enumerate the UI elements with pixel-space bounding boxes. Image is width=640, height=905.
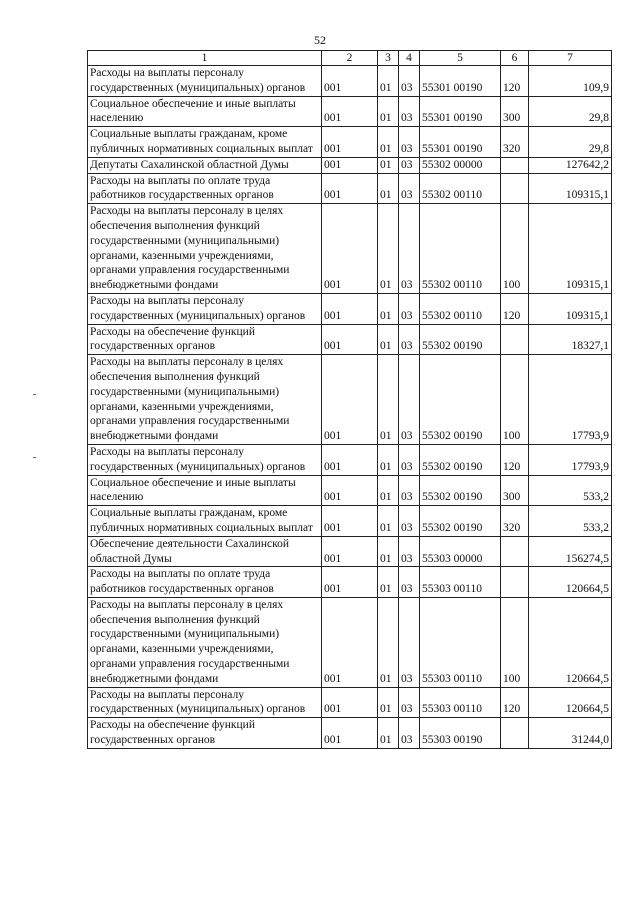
ministry-code-cell: 001 xyxy=(322,536,378,567)
table-row xyxy=(88,536,612,567)
expense-type-cell: 320 xyxy=(501,506,529,537)
subsection-code-cell: 03 xyxy=(399,475,420,506)
expense-name-cell: Расходы на выплаты по оплате труда работников государственных органов xyxy=(88,567,322,598)
subsection-code-cell: 03 xyxy=(399,173,420,204)
section-code-cell: 01 xyxy=(378,475,399,506)
subsection-code-cell: 03 xyxy=(399,687,420,718)
expense-name-cell: Обеспечение деятельности Сахалинской областной Думы xyxy=(88,536,322,567)
expense-type-cell: 120 xyxy=(501,293,529,324)
ministry-code-cell: 001 xyxy=(322,157,378,173)
amount-cell: 156274,5 xyxy=(529,536,612,567)
target-article-cell: 55301 00190 xyxy=(420,96,501,127)
expense-name-cell: Социальные выплаты гражданам, кроме публичных нормативных социальных выплат xyxy=(88,506,322,537)
subsection-code-cell: 03 xyxy=(399,718,420,749)
ministry-code-cell: 001 xyxy=(322,96,378,127)
amount-cell: 29,8 xyxy=(529,127,612,158)
expense-name-cell: Социальное обеспечение и иные выплаты населению xyxy=(88,475,322,506)
amount-cell: 109315,1 xyxy=(529,173,612,204)
expense-name-cell: Расходы на выплаты по оплате труда работников государственных органов xyxy=(88,173,322,204)
section-code-cell: 01 xyxy=(378,204,399,294)
expense-type-cell: 100 xyxy=(501,597,529,687)
ministry-code-cell: 001 xyxy=(322,718,378,749)
amount-cell: 17793,9 xyxy=(529,444,612,475)
target-article-cell: 55303 00110 xyxy=(420,687,501,718)
column-header: 2 xyxy=(322,51,378,66)
table-row xyxy=(88,597,612,687)
table-row xyxy=(88,567,612,598)
target-article-cell: 55303 00110 xyxy=(420,597,501,687)
column-header: 7 xyxy=(529,51,612,66)
subsection-code-cell: 03 xyxy=(399,157,420,173)
ministry-code-cell: 001 xyxy=(322,444,378,475)
target-article-cell: 55303 00190 xyxy=(420,718,501,749)
expense-type-cell xyxy=(501,157,529,173)
amount-cell: 109,9 xyxy=(529,66,612,97)
amount-cell: 120664,5 xyxy=(529,567,612,598)
section-code-cell: 01 xyxy=(378,173,399,204)
ministry-code-cell: 001 xyxy=(322,204,378,294)
subsection-code-cell: 03 xyxy=(399,66,420,97)
margin-mark xyxy=(33,394,36,395)
target-article-cell: 55302 00110 xyxy=(420,173,501,204)
ministry-code-cell: 001 xyxy=(322,66,378,97)
target-article-cell: 55302 00190 xyxy=(420,444,501,475)
ministry-code-cell: 001 xyxy=(322,127,378,158)
expense-name-cell: Расходы на выплаты персоналу государственных (муниципальных) органов xyxy=(88,687,322,718)
amount-cell: 120664,5 xyxy=(529,597,612,687)
table-row xyxy=(88,506,612,537)
target-article-cell: 55302 00000 xyxy=(420,157,501,173)
column-header: 1 xyxy=(88,51,322,66)
column-header: 5 xyxy=(420,51,501,66)
section-code-cell: 01 xyxy=(378,536,399,567)
table-row xyxy=(88,66,612,97)
section-code-cell: 01 xyxy=(378,355,399,445)
expense-type-cell: 300 xyxy=(501,475,529,506)
section-code-cell: 01 xyxy=(378,506,399,537)
ministry-code-cell: 001 xyxy=(322,687,378,718)
subsection-code-cell: 03 xyxy=(399,567,420,598)
subsection-code-cell: 03 xyxy=(399,444,420,475)
table-row xyxy=(88,127,612,158)
amount-cell: 533,2 xyxy=(529,506,612,537)
column-header: 6 xyxy=(501,51,529,66)
subsection-code-cell: 03 xyxy=(399,597,420,687)
expense-name-cell: Депутаты Сахалинской областной Думы xyxy=(88,157,322,173)
target-article-cell: 55303 00000 xyxy=(420,536,501,567)
expense-type-cell xyxy=(501,173,529,204)
expense-name-cell: Расходы на выплаты персоналу государственных (муниципальных) органов xyxy=(88,293,322,324)
ministry-code-cell: 001 xyxy=(322,506,378,537)
amount-cell: 109315,1 xyxy=(529,204,612,294)
subsection-code-cell: 03 xyxy=(399,506,420,537)
header-row xyxy=(88,51,612,66)
expense-type-cell: 120 xyxy=(501,444,529,475)
table-row xyxy=(88,324,612,355)
table-row xyxy=(88,355,612,445)
expense-type-cell: 100 xyxy=(501,204,529,294)
table-row xyxy=(88,293,612,324)
expense-name-cell: Социальное обеспечение и иные выплаты населению xyxy=(88,96,322,127)
subsection-code-cell: 03 xyxy=(399,204,420,294)
target-article-cell: 55302 00110 xyxy=(420,293,501,324)
ministry-code-cell: 001 xyxy=(322,475,378,506)
expense-type-cell xyxy=(501,567,529,598)
section-code-cell: 01 xyxy=(378,567,399,598)
section-code-cell: 01 xyxy=(378,127,399,158)
section-code-cell: 01 xyxy=(378,324,399,355)
subsection-code-cell: 03 xyxy=(399,293,420,324)
subsection-code-cell: 03 xyxy=(399,355,420,445)
section-code-cell: 01 xyxy=(378,66,399,97)
target-article-cell: 55302 00190 xyxy=(420,475,501,506)
expense-type-cell: 300 xyxy=(501,96,529,127)
expense-name-cell: Расходы на выплаты персоналу государственных (муниципальных) органов xyxy=(88,444,322,475)
section-code-cell: 01 xyxy=(378,444,399,475)
target-article-cell: 55301 00190 xyxy=(420,127,501,158)
ministry-code-cell: 001 xyxy=(322,324,378,355)
subsection-code-cell: 03 xyxy=(399,324,420,355)
expense-name-cell: Расходы на выплаты персоналу в целях обеспечения выполнения функций государственными (муниципальными) органами, казенными учреждениями, органами управления государственными внебюджетными фондами xyxy=(88,597,322,687)
table-row xyxy=(88,173,612,204)
margin-mark xyxy=(33,457,36,458)
amount-cell: 29,8 xyxy=(529,96,612,127)
expense-type-cell xyxy=(501,536,529,567)
budget-table xyxy=(87,50,612,749)
expense-name-cell: Расходы на обеспечение функций государственных органов xyxy=(88,718,322,749)
section-code-cell: 01 xyxy=(378,597,399,687)
expense-type-cell: 100 xyxy=(501,355,529,445)
budget-table-body xyxy=(88,51,612,749)
section-code-cell: 01 xyxy=(378,96,399,127)
amount-cell: 31244,0 xyxy=(529,718,612,749)
amount-cell: 17793,9 xyxy=(529,355,612,445)
expense-type-cell: 120 xyxy=(501,66,529,97)
section-code-cell: 01 xyxy=(378,293,399,324)
expense-type-cell xyxy=(501,718,529,749)
table-row xyxy=(88,687,612,718)
target-article-cell: 55301 00190 xyxy=(420,66,501,97)
subsection-code-cell: 03 xyxy=(399,127,420,158)
column-header: 3 xyxy=(378,51,399,66)
section-code-cell: 01 xyxy=(378,157,399,173)
amount-cell: 120664,5 xyxy=(529,687,612,718)
amount-cell: 127642,2 xyxy=(529,157,612,173)
section-code-cell: 01 xyxy=(378,687,399,718)
target-article-cell: 55302 00190 xyxy=(420,355,501,445)
subsection-code-cell: 03 xyxy=(399,96,420,127)
column-header: 4 xyxy=(399,51,420,66)
ministry-code-cell: 001 xyxy=(322,597,378,687)
amount-cell: 533,2 xyxy=(529,475,612,506)
table-row xyxy=(88,718,612,749)
table-row xyxy=(88,204,612,294)
target-article-cell: 55302 00190 xyxy=(420,506,501,537)
table-row xyxy=(88,444,612,475)
expense-name-cell: Расходы на выплаты персоналу в целях обеспечения выполнения функций государственными (муниципальными) органами, казенными учреждениями, органами управления государственными внебюджетными фондами xyxy=(88,204,322,294)
expense-name-cell: Расходы на выплаты персоналу в целях обеспечения выполнения функций государственными (муниципальными) органами, казенными учреждениями, органами управления государственными внебюджетными фондами xyxy=(88,355,322,445)
ministry-code-cell: 001 xyxy=(322,293,378,324)
subsection-code-cell: 03 xyxy=(399,536,420,567)
ministry-code-cell: 001 xyxy=(322,567,378,598)
table-row xyxy=(88,475,612,506)
expense-name-cell: Расходы на выплаты персоналу государственных (муниципальных) органов xyxy=(88,66,322,97)
ministry-code-cell: 001 xyxy=(322,173,378,204)
target-article-cell: 55302 00110 xyxy=(420,204,501,294)
expense-name-cell: Расходы на обеспечение функций государственных органов xyxy=(88,324,322,355)
expense-type-cell xyxy=(501,324,529,355)
expense-type-cell: 120 xyxy=(501,687,529,718)
target-article-cell: 55303 00110 xyxy=(420,567,501,598)
amount-cell: 109315,1 xyxy=(529,293,612,324)
amount-cell: 18327,1 xyxy=(529,324,612,355)
table-row xyxy=(88,157,612,173)
section-code-cell: 01 xyxy=(378,718,399,749)
table-row xyxy=(88,96,612,127)
expense-name-cell: Социальные выплаты гражданам, кроме публичных нормативных социальных выплат xyxy=(88,127,322,158)
target-article-cell: 55302 00190 xyxy=(420,324,501,355)
page-number: 52 xyxy=(314,33,326,47)
ministry-code-cell: 001 xyxy=(322,355,378,445)
expense-type-cell: 320 xyxy=(501,127,529,158)
